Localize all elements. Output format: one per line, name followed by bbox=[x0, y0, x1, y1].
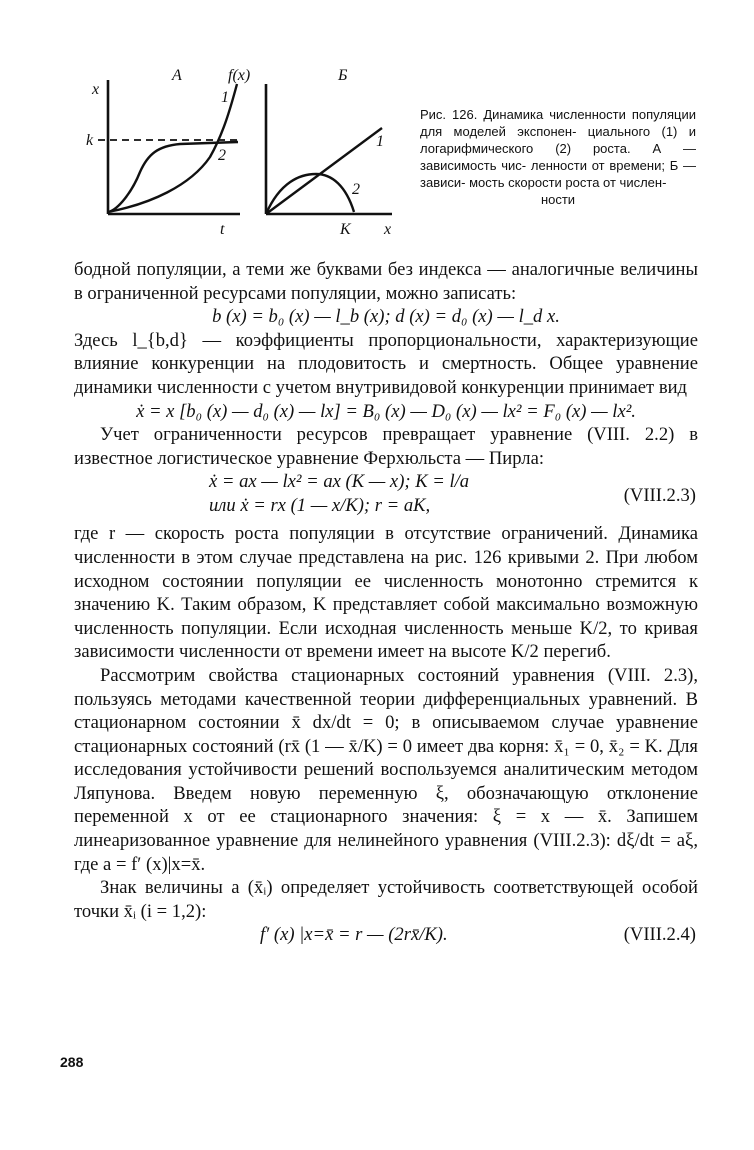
panel-b-k-label: K bbox=[340, 221, 351, 238]
caption-line: ности bbox=[540, 192, 576, 207]
equation: ẋ = ax — lx² = ax (K — x); K = l/a bbox=[209, 471, 470, 493]
panel-b-title: Б bbox=[338, 67, 348, 84]
paragraph: где r — скорость роста популяции в отсутствие ограничений. Динамика численности в этом случае представлена на рис. 126 кривыми 2. При любом исходном состоянии популяции ее численность монотонно стремится к значению K. Таким образом, K представляет собой максимально возможную численность популяции. Если исходная численность меньше K/2, то кривая зависимости численности от времени имеет на высоте K/2 перегиб. bbox=[74, 523, 698, 663]
panel-b-linear-curve bbox=[266, 128, 382, 214]
body-text bbox=[74, 258, 698, 951]
panel-a-title: A bbox=[172, 67, 182, 84]
equation-block-viii-2-4 bbox=[74, 923, 698, 951]
equation: b (x) = b₀ (x) — l_b (x); d (x) = d₀ (x) — l_d x. bbox=[212, 306, 560, 328]
panel-b-curve-1-label: 1 bbox=[376, 133, 384, 150]
caption-line: (2) роста. А — зависимость чис- bbox=[420, 141, 696, 173]
paragraph: Знак величины a (x̄ᵢ) определяет устойчивость соответствующей особой точки x̄ᵢ (i = 1,2): bbox=[74, 877, 698, 922]
caption-line: циального (1) и логарифмического bbox=[420, 124, 696, 156]
caption-line: ленности от времени; Б — зависи- bbox=[420, 158, 696, 190]
caption-line: популяции для моделей экспонен- bbox=[420, 107, 696, 139]
panel-b-curve-2-label: 2 bbox=[352, 181, 360, 198]
paragraph: Рассмотрим свойства стационарных состояний уравнения (VIII. 2.3), пользуясь методами качественной теории дифференциальных уравнений. В стационарном состоянии x̄ dx/dt = 0; в описываемом случае уравнение стационарных состояний (rx̄ (1 — x̄/K) = 0 имеет два корня: x̄₁ = 0, x̄₂ = K. Для исследования устойчивости решений воспользуемся аналитическим методом Ляпунова. Введем новую переменную ξ, обозначающую отклонение переменной x от ее стационарного значения: ξ = x — x̄. Запишем линеаризованное уравнение для нелинейного уравнения (VIII.2.3): dξ/dt = aξ, где a = f′ (x)|x=x̄. bbox=[74, 664, 698, 875]
equation-number: (VIII.2.4) bbox=[623, 924, 696, 946]
equation-number: (VIII.2.3) bbox=[623, 485, 696, 507]
figure-caption bbox=[420, 106, 696, 208]
paragraph: бодной популяции, а теми же буквами без индекса — аналогичные величины в ограниченной ресурсами популяции, можно записать: bbox=[74, 259, 698, 304]
panel-b-x-axis-label: x bbox=[384, 221, 392, 238]
paragraph: Здесь l_{b,d} — коэффициенты пропорциональности, характеризующие влияние конкуренции на плодовитость и смертность. Общее уравнение динамики численности с учетом внутривидовой конкуренции принимает вид bbox=[74, 329, 698, 398]
panel-a-k-label: k bbox=[86, 132, 94, 149]
panel-a-curve-2-label: 2 bbox=[218, 147, 226, 164]
panel-a-curve-1-label: 1 bbox=[221, 89, 229, 106]
caption-line: мость скорости роста от числен- bbox=[469, 175, 667, 190]
equation: или ẋ = rx (1 — x/K); r = aK, bbox=[209, 494, 431, 516]
equation: f′ (x) |x=x̄ = r — (2rx̄/K). bbox=[260, 924, 448, 946]
panel-b-y-axis-label: f(x) bbox=[228, 67, 251, 84]
caption-line: Рис. 126. Динамика численности bbox=[420, 107, 626, 122]
paragraph: Учет ограниченности ресурсов превращает уравнение (VIII. 2.2) в известное логистическое уравнение Ферхюльста — Пирла: bbox=[74, 424, 698, 469]
panel-a-y-axis-label: x bbox=[92, 81, 100, 98]
page-number: 288 bbox=[60, 1054, 84, 1070]
equation: ẋ = x [b₀ (x) — d₀ (x) — lx] = B₀ (x) — D₀ (x) — lx² = F₀ (x) — lx². bbox=[136, 400, 636, 422]
panel-a-x-axis-label: t bbox=[220, 221, 225, 238]
equation-block-viii-2-3 bbox=[74, 470, 698, 522]
